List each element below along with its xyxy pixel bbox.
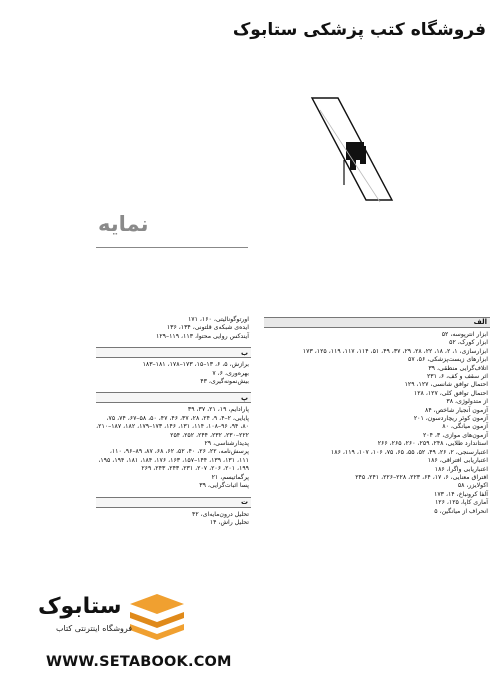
index-entry: احتمال توافق شانسی، ۱۲۷، ۱۲۹ — [404, 381, 488, 389]
index-entry: ابزارسازی، ۱، ۲، ۱۸، ۲۲، ۲۸، ۲۹، ۳۷، ۴۹، ۵۱، ۱۱۴، ۱۱۷، ۱۱۹، ۱۲۵، ۱۷۳ — [302, 347, 488, 355]
index-entry: ابزار انترپوسه، ۵۲ — [441, 331, 488, 338]
index-entry: آیندکس روایی محتوا، ۱۱۳، ۱۱۹–۱۲۹ — [156, 332, 249, 340]
index-column-left — [96, 316, 251, 533]
index-group-alef-continued — [96, 316, 251, 341]
index-entry: ابزارهای زیست‌پزشکی، ۵۶، ۵۷ — [408, 356, 488, 364]
index-entry: پرسش‌نامه، ۲۲، ۲۶، ۴۰، ۵۲، ۶۲، ۶۸، ۸۷، ۸۹–۹۶، ۱۱۰، ۱۱۱، ۱۳۱، ۱۳۹، ۱۴۴–۱۵۷، ۱۶۳، ۱۷۶، ۱۸۴، ۱۸۱، ۱۹۴، ۱۹۵، ۱۹۹، ۲۰۱، ۲۰۶، ۲۰۷، ۲۳۱، ۲۴۳، ۲۴۳، ۲۶۹ — [98, 448, 249, 473]
book-stack-icon — [128, 590, 186, 640]
index-entry: اعتباریابی واگرا، ۱۸۶ — [434, 465, 488, 473]
index-entry: بهره‌وری، ۶، ۷ — [212, 369, 249, 377]
index-entry: پسا اثبات‌گرایی، ۳۹ — [199, 482, 249, 490]
index-entry: اکولایزر، ۵۸ — [457, 482, 488, 490]
logo-name: ستابوک — [38, 594, 122, 619]
index-entry: اتلاف‌گرایی منطقی، ۳۹ — [428, 364, 488, 372]
group-letter: الف — [264, 317, 490, 328]
index-entry: آماری کاپا، ۱۲۵، ۱۲۶ — [434, 499, 488, 507]
index-entry: احتمال توافق کلی، ۱۲۷، ۱۲۸ — [413, 389, 488, 397]
index-entry: افتراق معنایی، ۶، ۱۷، ۶۴، ۲۲۳، ۲۲۸–۲۲۶، ۲۴۱، ۲۴۵ — [355, 473, 488, 481]
index-entry: پارادایم، ۱۹، ۲۱، ۳۷، ۳۹ — [187, 406, 249, 414]
index-entry: اورتوگونالیتی، ۱۶۰، ۱۷۱ — [187, 316, 249, 323]
index-entry: برازش، ۵، ۶، ۱۳–۱۵، ۱۷۳–۱۷۸، ۱۸۱–۱۸۳ — [142, 361, 249, 369]
index-entry: استاندارد طلایی، ۲۴۸، ۲۵۹، ۲۶۰، ۲۶۵، ۲۶۶ — [377, 440, 488, 448]
index-group-te — [96, 497, 251, 528]
setabook-logo — [18, 590, 190, 644]
index-entry: آزمون کوئر ریچاردسون، ۲۰۱ — [413, 415, 488, 423]
group-letter: ب — [96, 347, 251, 358]
index-group-be — [96, 347, 251, 386]
logo-tagline: فروشگاه اینترنتی کتاب — [56, 624, 133, 633]
group-letter: پ — [96, 392, 251, 403]
index-entry: پرگماتیسم، ۲۱ — [211, 473, 249, 481]
section-heading: نمایه — [98, 212, 149, 236]
index-group-pe — [96, 392, 251, 490]
index-entry: آلفا کرونباخ، ۱۴، ۱۷۳ — [434, 490, 488, 498]
index-entry: پایایی، ۲–۴، ۹، ۲۴، ۲۸، ۳۷، ۴۶، ۴۷، ۵۰، ۵۸–۶۷، ۷۴، ۷۵، ۸۰، ۹۴، ۹۶–۱۰۸، ۱۱۴، ۱۳۱، ۱۴۶، ۱۷۳–۱۷۹، ۱۸۲، ۱۸۷–۲۱۰، ۲۲۲–۲۳۰، ۲۳۲، ۲۴۴، ۲۵۲، ۲۵۴ — [96, 414, 249, 439]
index-column-right — [264, 317, 490, 522]
index-entry: پدیدارشناسی، ۲۹ — [204, 440, 249, 448]
index-group-alef — [264, 317, 490, 516]
index-entry: ایده‌ی شبکه‌ی قلتونی، ۱۳۴، ۱۳۶ — [166, 324, 249, 332]
page-title: فروشگاه کتب پزشکی ستابوک — [232, 20, 486, 40]
index-entry: اثر سقف و کف، ۶، ۲۳۱ — [426, 373, 488, 381]
index-entry: اعتباریابی افتراقی، ۱۸۶ — [427, 457, 488, 465]
index-entry: آزمون میانگی، ۸۰ — [442, 423, 488, 431]
heading-rule — [96, 247, 248, 248]
index-entry: آزمون آنجبار شاخص، ۸۴ — [425, 406, 488, 414]
site-url: WWW.SETABOOK.COM — [46, 654, 232, 670]
book-emblem — [300, 90, 400, 215]
index-entry: تحلیل درون‌مایه‌ای، ۴۲ — [192, 510, 249, 518]
index-entry: آزمون‌های موازی، ۳، ۲۰۴ — [422, 431, 488, 439]
index-entry: اعتبارسنجی، ۲، ۲۶، ۴۹، ۵۲، ۵۵، ۶۵، ۷۵، ۱۰۶، ۱۰۷، ۱۱۹، ۱۸۶ — [330, 448, 488, 456]
index-entry: انحراف از میانگین، ۵ — [434, 507, 488, 515]
index-entry: ابزار کورک، ۵۲ — [449, 339, 488, 347]
index-entry: تحلیل راش، ۱۴ — [209, 518, 249, 526]
group-letter: ت — [96, 497, 251, 508]
index-entry: بیش‌نمونه‌گیری، ۴۳ — [200, 378, 249, 386]
index-entry: از متدولوژی، ۳۸ — [446, 398, 488, 406]
